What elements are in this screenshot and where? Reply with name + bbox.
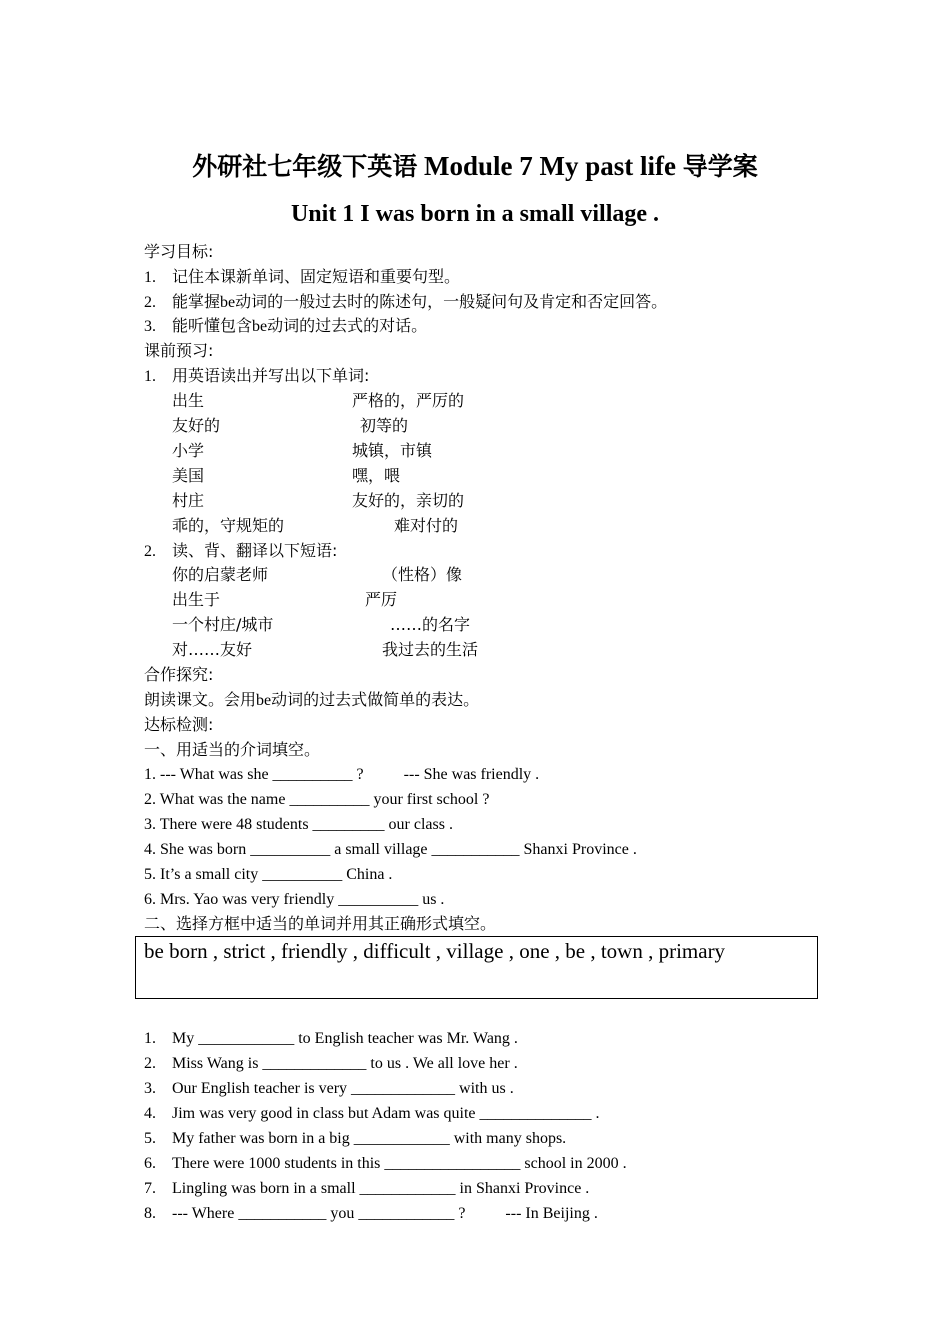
part2-item xyxy=(144,1153,627,1174)
phrase-right: 我过去的生活 xyxy=(382,640,479,659)
part2-text: My father was born in a big ____________ with many shops. xyxy=(172,1130,567,1147)
part2-text: There were 1000 students in this _________________ school in 2000 . xyxy=(172,1155,627,1172)
objective-num: 3. xyxy=(144,318,156,335)
phrases-title-text: 读、背、翻译以下短语: xyxy=(172,541,338,560)
phrases-title xyxy=(144,541,337,562)
part2-text: Lingling was born in a small ____________ in Shanxi Province . xyxy=(172,1180,590,1197)
cooperate-text-en: be xyxy=(256,692,272,709)
part2-num: 2. xyxy=(144,1055,156,1072)
words-title-num: 1. xyxy=(144,368,156,385)
part2-item xyxy=(144,1178,589,1199)
page-title xyxy=(0,147,950,183)
word-left: 美国 xyxy=(172,466,205,485)
objective-num: 2. xyxy=(144,294,156,311)
objective-text: 能听懂包含 xyxy=(172,316,253,335)
part2-num: 3. xyxy=(144,1080,156,1097)
phrase-right: 严厉 xyxy=(365,590,398,609)
part2-title: 二、选择方框中适当的单词并用其正确形式填空。 xyxy=(144,914,497,933)
phrase-left: 一个村庄/城市 xyxy=(172,615,274,634)
page-subtitle: Unit 1 I was born in a small village . xyxy=(290,201,660,227)
word-box xyxy=(135,936,818,999)
part2-text: Miss Wang is _____________ to us . We all love her . xyxy=(172,1055,518,1072)
part2-item xyxy=(144,1203,598,1224)
words-title xyxy=(144,366,369,387)
part2-item xyxy=(144,1053,518,1074)
word-right: 初等的 xyxy=(360,416,409,435)
part2-item xyxy=(144,1103,600,1124)
word-right: 嘿，喂 xyxy=(352,466,401,485)
cooperate-text-pre: 朗读课文。会用 xyxy=(144,690,257,709)
objective-num: 1. xyxy=(144,269,156,286)
objective-en: be xyxy=(252,318,268,335)
word-left: 友好的 xyxy=(172,416,221,435)
phrase-left: 对……友好 xyxy=(172,640,253,659)
part1-item: 2. What was the name __________ your first school ? xyxy=(144,791,490,808)
word-box-text: be born , strict , friendly , difficult , village , one , be , town , primary xyxy=(144,939,726,963)
word-left: 小学 xyxy=(172,441,205,460)
part1-item: 5. It’s a small city __________ China . xyxy=(144,866,393,883)
words-title-text: 用英语读出并写出以下单词: xyxy=(172,366,370,385)
phrase-left: 你的启蒙老师 xyxy=(172,565,269,584)
part2-text: Our English teacher is very _____________ with us . xyxy=(172,1080,514,1097)
part1-item: 6. Mrs. Yao was very friendly __________ us . xyxy=(144,891,445,908)
test-heading: 达标检测: xyxy=(144,715,214,734)
objective-text-post: 动词的过去式的对话。 xyxy=(267,316,428,335)
objective-item xyxy=(144,316,427,337)
word-left: 乖的，守规矩的 xyxy=(172,516,285,535)
word-left: 出生 xyxy=(172,391,205,410)
objective-text: 能掌握 xyxy=(172,292,221,311)
cooperate-heading: 合作探究: xyxy=(144,665,214,684)
part2-num: 1. xyxy=(144,1030,156,1047)
objective-item xyxy=(144,292,667,313)
objectives-heading: 学习目标: xyxy=(144,242,214,261)
word-right: 城镇，市镇 xyxy=(352,441,433,460)
title-en-middle: Module 7 My past life xyxy=(424,151,676,181)
objective-text-post: 动词的一般过去时的陈述句，一般疑问句及肯定和否定回答。 xyxy=(235,292,668,311)
phrase-left: 出生于 xyxy=(172,590,221,609)
part2-item xyxy=(144,1128,566,1149)
word-left: 村庄 xyxy=(172,491,205,510)
cooperate-text xyxy=(144,690,479,711)
phrases-title-num: 2. xyxy=(144,543,156,560)
title-cn-suffix: 导学案 xyxy=(682,152,758,181)
preview-heading: 课前预习: xyxy=(144,341,214,360)
part2-item xyxy=(144,1078,514,1099)
part2-num: 5. xyxy=(144,1130,156,1147)
word-right: 友好的，亲切的 xyxy=(352,491,465,510)
cooperate-text-post: 动词的过去式做简单的表达。 xyxy=(271,690,480,709)
part2-item xyxy=(144,1028,518,1049)
objective-text: 记住本课新单词、固定短语和重要句型。 xyxy=(172,267,461,286)
title-cn-prefix: 外研社七年级下英语 xyxy=(192,152,418,181)
part2-num: 6. xyxy=(144,1155,156,1172)
part2-num: 8. xyxy=(144,1205,156,1222)
part1-item: 3. There were 48 students _________ our class . xyxy=(144,816,453,833)
phrase-right: ……的名字 xyxy=(390,615,471,634)
part2-text: My ____________ to English teacher was Mr. Wang . xyxy=(172,1030,518,1047)
word-right: 严格的，严厉的 xyxy=(352,391,465,410)
part1-item: 1. --- What was she __________ ? --- She was friendly . xyxy=(144,766,540,783)
objective-item xyxy=(144,267,460,288)
phrase-right: （性格）像 xyxy=(382,565,463,584)
part2-num: 7. xyxy=(144,1180,156,1197)
part2-num: 4. xyxy=(144,1105,156,1122)
part1-title: 一、用适当的介词填空。 xyxy=(144,740,321,759)
word-right: 难对付的 xyxy=(394,516,459,535)
part2-text: Jim was very good in class but Adam was quite ______________ . xyxy=(172,1105,600,1122)
objective-en: be xyxy=(220,294,236,311)
part2-text: --- Where ___________ you ____________ ? --- In Beijing . xyxy=(172,1205,598,1222)
part1-item: 4. She was born __________ a small village ___________ Shanxi Province . xyxy=(144,841,637,858)
